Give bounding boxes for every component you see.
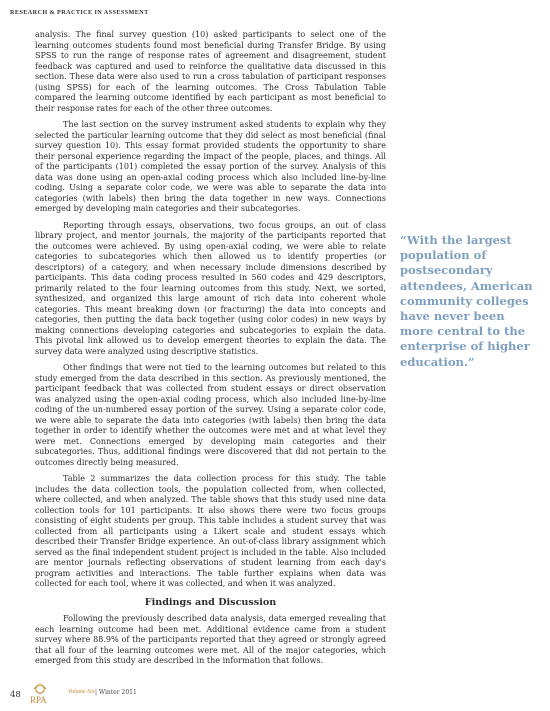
running-head: RESEARCH & PRACTICE IN ASSESSMENT <box>10 9 149 16</box>
journal-name: Volume Six <box>68 689 95 695</box>
pull-quote: “With the largest population of postsecondary attendees, American community colleges have never been more central to the enterprise of higher education.” <box>400 233 533 369</box>
page-number: 48 <box>10 690 21 700</box>
body-paragraph: Table 2 summarizes the data collection process for this study. The table includes the data collection tools, the population collected from, when collected, where collected, and when analyzed. The table shows that this study used nine data collection tools for 101 participants. It also shows there were two focus groups consisting of eight students per group. This table includes a student survey that was collected from all participants using a Likert scale and student essays which described their Transfer Bridge experience. An out-of-class library assignment which served as the final independent student project is included in the table. Also included are mentor journals reflecting observations of student learning from each day's program activities and interactions. The table further explains when data was collected for each tool, where it was collected, and when it was analyzed. <box>35 474 386 588</box>
section-heading: Findings and Discussion <box>144 596 277 608</box>
body-paragraph: The last section on the survey instrument asked students to explain why they selected the particular learning outcome that they did select as most beneficial (final survey question 10). This essay format provided students the opportunity to share their personal experience regarding the impact of the people, places, and things. All of the participants (101) completed the essay portion of the survey. Analysis of this data was done using an open-axial coding process which also included line-by-line coding. Using a separate color code, we were was able to separate the data into categories (with labels) then bring the data together in new ways. Connections emerged by developing main categories and their subcategories. <box>35 120 386 213</box>
body-paragraph: analysis. The final survey question (10) asked participants to select one of the learning outcomes students found most beneficial during Transfer Bridge. By using SPSS to run the range of response rates of agreement and disagreement, student feedback was captured and used to reinforce the qualitative data discussed in this section. These data were also used to run a cross tabulation of participant responses (using SPSS) for each of the learning outcomes. The Cross Tabulation Table compared the learning outcome identified by each participant as most beneficial to their response rates for each of the other three outcomes. <box>35 30 386 113</box>
issue-info: | Winter 2011 <box>95 689 137 696</box>
page-footer <box>0 680 550 711</box>
article-body <box>35 30 386 673</box>
body-paragraph: Reporting through essays, observations, two focus groups, an out of class library project, and mentor journals, the majority of the participants reported that the outcomes were achieved. By using open-axial coding, we were able to relate categories to subcategories which then allowed us to identify properties (or descriptors) of a category, and when necessary include dimensions described by participants. This data coding process resulted in 560 codes and 429 descriptors, primarily related to the four learning outcomes from this study. Next, we sorted, synthesized, and organized this large amount of rich data into coherent whole categories. This meant breaking down (or fracturing) the data into concepts and categories, then putting the data back together (using color codes) in new ways by making connections developing categories and subcategories to explain the data. This pivotal link allowed us to develop emergent theories to explain the data. The survey data were analyzed using descriptive statistics. <box>35 220 386 356</box>
body-paragraph: Following the previously described data analysis, data emerged revealing that each learning outcome had been met. Additional evidence came from a student survey where 88.9% of the participants reported that they agreed or strongly agreed that all four of the learning outcomes were met. All of the major categories, which emerged from this study are described in the information that follows. <box>35 614 386 665</box>
logo-text: RPA <box>30 695 47 705</box>
rpa-logo <box>26 682 66 706</box>
body-paragraph: Other findings that were not tied to the learning outcomes but related to this study emerged from the data described in this section. As previously mentioned, the participant feedback that was collected from student essays or direct observation was analyzed using the open-axial coding process, which also included line-by-line coding of the un-numbered essay portion of the survey. Using a separate color code, we were able to separate the data into categories (with labels) then bring the data together in order to identify whether the outcomes were met and at what level they were met. Connections emerged by developing main categories and their subcategories. Thus, additional findings were discovered that did not pertain to the outcomes directly being measured. <box>35 363 386 467</box>
